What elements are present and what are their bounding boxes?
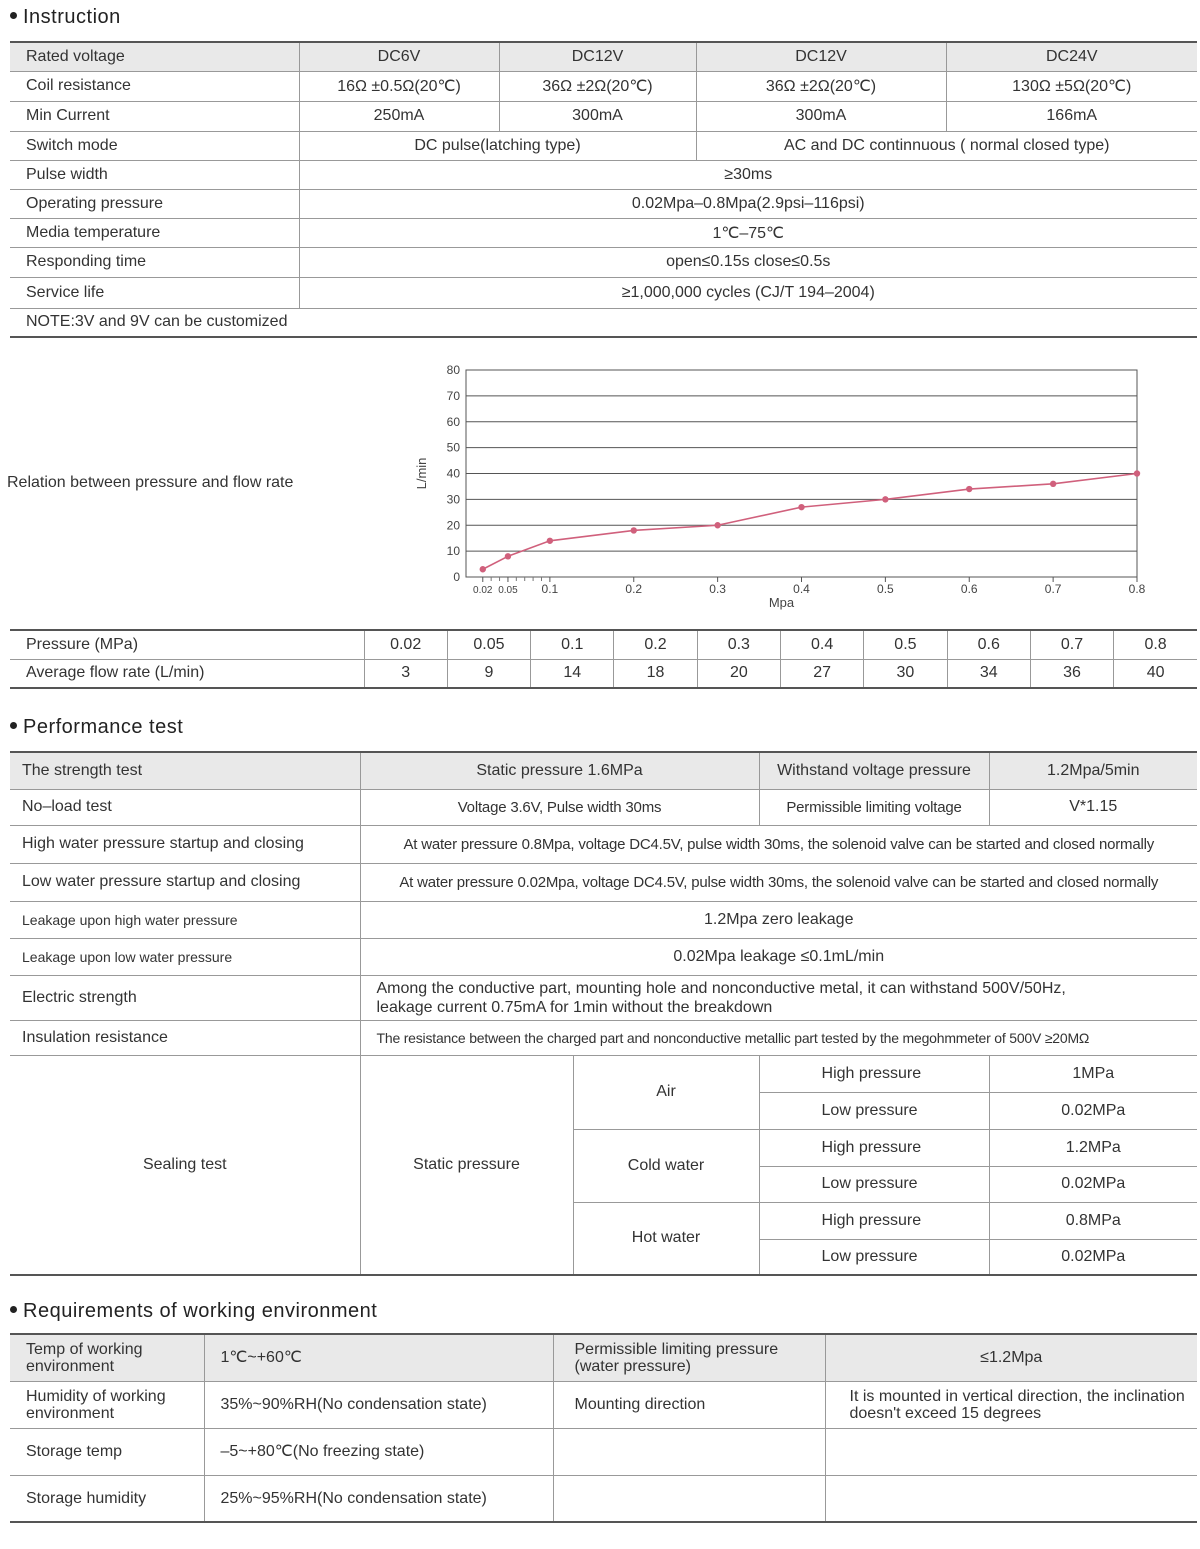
row-label: Average flow rate (L/min) — [10, 659, 364, 688]
row-label: Humidity of working environment — [10, 1381, 204, 1428]
data-point — [882, 496, 888, 502]
bullet-icon — [10, 722, 17, 729]
instruction-title: Instruction — [23, 6, 121, 28]
cell: 250mA — [299, 101, 499, 131]
row-label: The strength test — [10, 752, 360, 789]
y-tick-label: 60 — [446, 414, 460, 429]
data-point — [547, 538, 553, 544]
row-label: Media temperature — [10, 218, 299, 247]
cell: 1℃–75℃ — [299, 218, 1197, 247]
cell: 35%~90%RH(No condensation state) — [204, 1381, 553, 1428]
table-row — [10, 308, 1197, 337]
cell: High pressure — [759, 1129, 989, 1166]
row-label: Temp of working environment — [10, 1334, 204, 1381]
x-tick-label: 0.02 — [473, 585, 493, 596]
table-row — [10, 1475, 1197, 1522]
cell: Low pressure — [759, 1166, 989, 1202]
row-label: Permissible limiting pressure (water pressure) — [553, 1334, 825, 1381]
cell: DC12V — [696, 42, 946, 71]
performance-table — [10, 751, 1197, 1276]
table-row — [10, 825, 1197, 863]
cell: Low pressure — [759, 1239, 989, 1275]
cell: open≤0.15s close≤0.5s — [299, 247, 1197, 277]
row-label: No–load test — [10, 789, 360, 825]
x-tick-label: 0.1 — [541, 582, 559, 596]
row-label: Storage humidity — [10, 1475, 204, 1522]
table-row — [10, 938, 1197, 975]
sealing-label: Sealing test — [10, 1055, 360, 1275]
data-point — [966, 486, 972, 492]
row-label: Operating pressure — [10, 189, 299, 218]
row-label: Coil resistance — [10, 71, 299, 101]
x-tick-label: 0.2 — [625, 582, 643, 596]
cell: 0.02MPa — [989, 1239, 1197, 1275]
empty-cell — [553, 1428, 825, 1475]
y-tick-label: 40 — [446, 466, 460, 481]
electric-line-1: Among the conductive part, mounting hole and nonconductive metal, it can withstand 500V/50Hz, — [376, 979, 1066, 997]
table-row — [10, 160, 1197, 189]
cell: Low pressure — [759, 1092, 989, 1129]
x-tick-label: 0.4 — [793, 582, 810, 596]
flow-cell: 18 — [614, 659, 697, 688]
y-tick-label: 0 — [453, 570, 460, 584]
row-label: Rated voltage — [10, 42, 299, 71]
table-row — [10, 131, 1197, 160]
series-line — [483, 474, 1137, 570]
row-label: Storage temp — [10, 1428, 204, 1475]
data-point — [480, 566, 486, 572]
row-label: Pulse width — [10, 160, 299, 189]
row-label: Switch mode — [10, 131, 299, 160]
flow-cell: 14 — [531, 659, 614, 688]
table-row — [10, 1428, 1197, 1475]
cell: 166mA — [946, 101, 1197, 131]
table-row — [10, 789, 1197, 825]
instruction-table — [10, 41, 1197, 338]
flow-cell: 3 — [364, 659, 447, 688]
performance-heading — [10, 716, 183, 739]
y-tick-label: 70 — [446, 388, 460, 403]
cell: 16Ω ±0.5Ω(20℃) — [299, 71, 499, 101]
y-axis-label: L/min — [414, 457, 429, 490]
cell: –5~+80℃(No freezing state) — [204, 1428, 553, 1475]
pressure-cell: 0.7 — [1030, 630, 1113, 659]
cell: DC6V — [299, 42, 499, 71]
cell: Withstand voltage pressure — [759, 752, 989, 789]
pressure-cell: 0.1 — [531, 630, 614, 659]
cell: 0.02MPa — [989, 1092, 1197, 1129]
cell: 0.8MPa — [989, 1202, 1197, 1239]
cell: High pressure — [759, 1202, 989, 1239]
data-point — [505, 553, 511, 559]
table-row — [10, 1020, 1197, 1055]
flow-cell: 20 — [697, 659, 780, 688]
flow-cell: 34 — [947, 659, 1030, 688]
table-row — [10, 189, 1197, 218]
table-row — [10, 1381, 1197, 1428]
performance-title: Performance test — [23, 716, 184, 738]
row-label: Service life — [10, 277, 299, 308]
y-tick-label: 10 — [446, 544, 460, 559]
data-point — [714, 522, 720, 528]
empty-cell — [825, 1428, 1197, 1475]
table-row — [10, 1055, 1197, 1092]
cell: Static pressure 1.6MPa — [360, 752, 759, 789]
data-point — [798, 504, 804, 510]
cell: 1MPa — [989, 1055, 1197, 1092]
table-row — [10, 863, 1197, 901]
row-label: Insulation resistance — [10, 1020, 360, 1055]
table-row — [10, 71, 1197, 101]
cell: 1.2Mpa/5min — [989, 752, 1197, 789]
cell: 0.02Mpa leakage ≤0.1mL/min — [360, 938, 1197, 975]
cell: 36Ω ±2Ω(20℃) — [499, 71, 696, 101]
flow-cell: 36 — [1030, 659, 1113, 688]
cell: 36Ω ±2Ω(20℃) — [696, 71, 946, 101]
bullet-icon — [10, 12, 17, 19]
pressure-cell: 0.5 — [864, 630, 947, 659]
empty-cell — [553, 1475, 825, 1522]
pressure-cell: 0.4 — [780, 630, 863, 659]
cell — [360, 975, 1197, 1020]
cell: 300mA — [696, 101, 946, 131]
cell: 1.2MPa — [989, 1129, 1197, 1166]
y-tick-label: 50 — [446, 440, 460, 455]
row-label: High water pressure startup and closing — [10, 825, 360, 863]
pressure-flow-chart — [400, 355, 1170, 615]
cell: V*1.15 — [989, 789, 1197, 825]
x-tick-label: 0.5 — [877, 582, 894, 596]
row-label: Mounting direction — [553, 1381, 825, 1428]
media-hot-water: Hot water — [573, 1202, 759, 1275]
x-axis-label: Mpa — [768, 595, 795, 610]
table-row — [10, 975, 1197, 1020]
cell: 1.2Mpa zero leakage — [360, 901, 1197, 938]
flow-cell: 40 — [1114, 659, 1197, 688]
row-label: Leakage upon high water pressure — [10, 901, 360, 938]
pressure-cell: 0.2 — [614, 630, 697, 659]
table-row — [10, 218, 1197, 247]
cell: The resistance between the charged part and nonconductive metallic part tested by the megohmmeter of 500V ≥20MΩ — [360, 1020, 1197, 1055]
data-point — [1050, 481, 1056, 487]
pressure-cell: 0.05 — [447, 630, 530, 659]
cell: It is mounted in vertical direction, the inclination doesn't exceed 15 degrees — [825, 1381, 1197, 1428]
cell: High pressure — [759, 1055, 989, 1092]
empty-cell — [825, 1475, 1197, 1522]
table-row — [10, 901, 1197, 938]
x-tick-label: 0.8 — [1128, 582, 1146, 596]
y-tick-label: 80 — [446, 363, 460, 377]
cell: 300mA — [499, 101, 696, 131]
note-text: NOTE:3V and 9V can be customized — [10, 308, 1197, 337]
pressure-cell: 0.8 — [1114, 630, 1197, 659]
x-tick-label: 0.6 — [960, 582, 978, 596]
x-tick-label: 0.3 — [709, 582, 726, 596]
table-row — [10, 42, 1197, 71]
cell: Permissible limiting voltage — [759, 789, 989, 825]
table-row — [10, 752, 1197, 789]
cell: 130Ω ±5Ω(20℃) — [946, 71, 1197, 101]
flow-cell: 27 — [780, 659, 863, 688]
cell: AC and DC continnuous ( normal closed type) — [696, 131, 1197, 160]
environment-heading — [10, 1300, 377, 1323]
row-label: Low water pressure startup and closing — [10, 863, 360, 901]
media-cold-water: Cold water — [573, 1129, 759, 1202]
cell: DC12V — [499, 42, 696, 71]
environment-title: Requirements of working environment — [23, 1300, 378, 1322]
environment-table — [10, 1333, 1197, 1523]
data-point — [631, 527, 637, 533]
x-tick-label: 0.7 — [1044, 582, 1062, 596]
cell: 1℃~+60℃ — [204, 1334, 553, 1381]
row-label: Electric strength — [10, 975, 360, 1020]
flow-table — [10, 629, 1197, 689]
flow-cell: 30 — [864, 659, 947, 688]
row-label: Pressure (MPa) — [10, 630, 364, 659]
media-air: Air — [573, 1055, 759, 1129]
row-label: Min Current — [10, 101, 299, 131]
row-label: Responding time — [10, 247, 299, 277]
table-row — [10, 659, 1197, 688]
cell: Voltage 3.6V, Pulse width 30ms — [360, 789, 759, 825]
flow-cell: 9 — [447, 659, 530, 688]
pressure-cell: 0.02 — [364, 630, 447, 659]
cell: 25%~95%RH(No condensation state) — [204, 1475, 553, 1522]
table-row — [10, 277, 1197, 308]
electric-line-2: leakage current 0.75mA for 1min without the breakdown — [376, 998, 773, 1016]
cell: ≥1,000,000 cycles (CJ/T 194–2004) — [299, 277, 1197, 308]
cell: DC24V — [946, 42, 1197, 71]
sealing-mode: Static pressure — [360, 1055, 573, 1275]
y-tick-label: 20 — [446, 518, 460, 533]
table-row — [10, 1334, 1197, 1381]
cell: At water pressure 0.02Mpa, voltage DC4.5V, pulse width 30ms, the solenoid valve can be started and closed normally — [360, 863, 1197, 901]
table-row — [10, 630, 1197, 659]
pressure-cell: 0.3 — [697, 630, 780, 659]
row-label: Leakage upon low water pressure — [10, 938, 360, 975]
instruction-heading — [10, 6, 121, 29]
table-row — [10, 101, 1197, 131]
cell: 0.02Mpa–0.8Mpa(2.9psi–116psi) — [299, 189, 1197, 218]
y-tick-label: 30 — [446, 492, 460, 507]
cell: DC pulse(latching type) — [299, 131, 696, 160]
cell: ≥30ms — [299, 160, 1197, 189]
data-point — [1134, 470, 1140, 476]
table-row — [10, 247, 1197, 277]
bullet-icon — [10, 1306, 17, 1313]
cell: At water pressure 0.8Mpa, voltage DC4.5V, pulse width 30ms, the solenoid valve can be started and closed normally — [360, 825, 1197, 863]
pressure-cell: 0.6 — [947, 630, 1030, 659]
cell: ≤1.2Mpa — [825, 1334, 1197, 1381]
cell: 0.02MPa — [989, 1166, 1197, 1202]
chart-side-label: Relation between pressure and flow rate — [7, 474, 294, 491]
x-tick-label: 0.05 — [498, 585, 518, 596]
